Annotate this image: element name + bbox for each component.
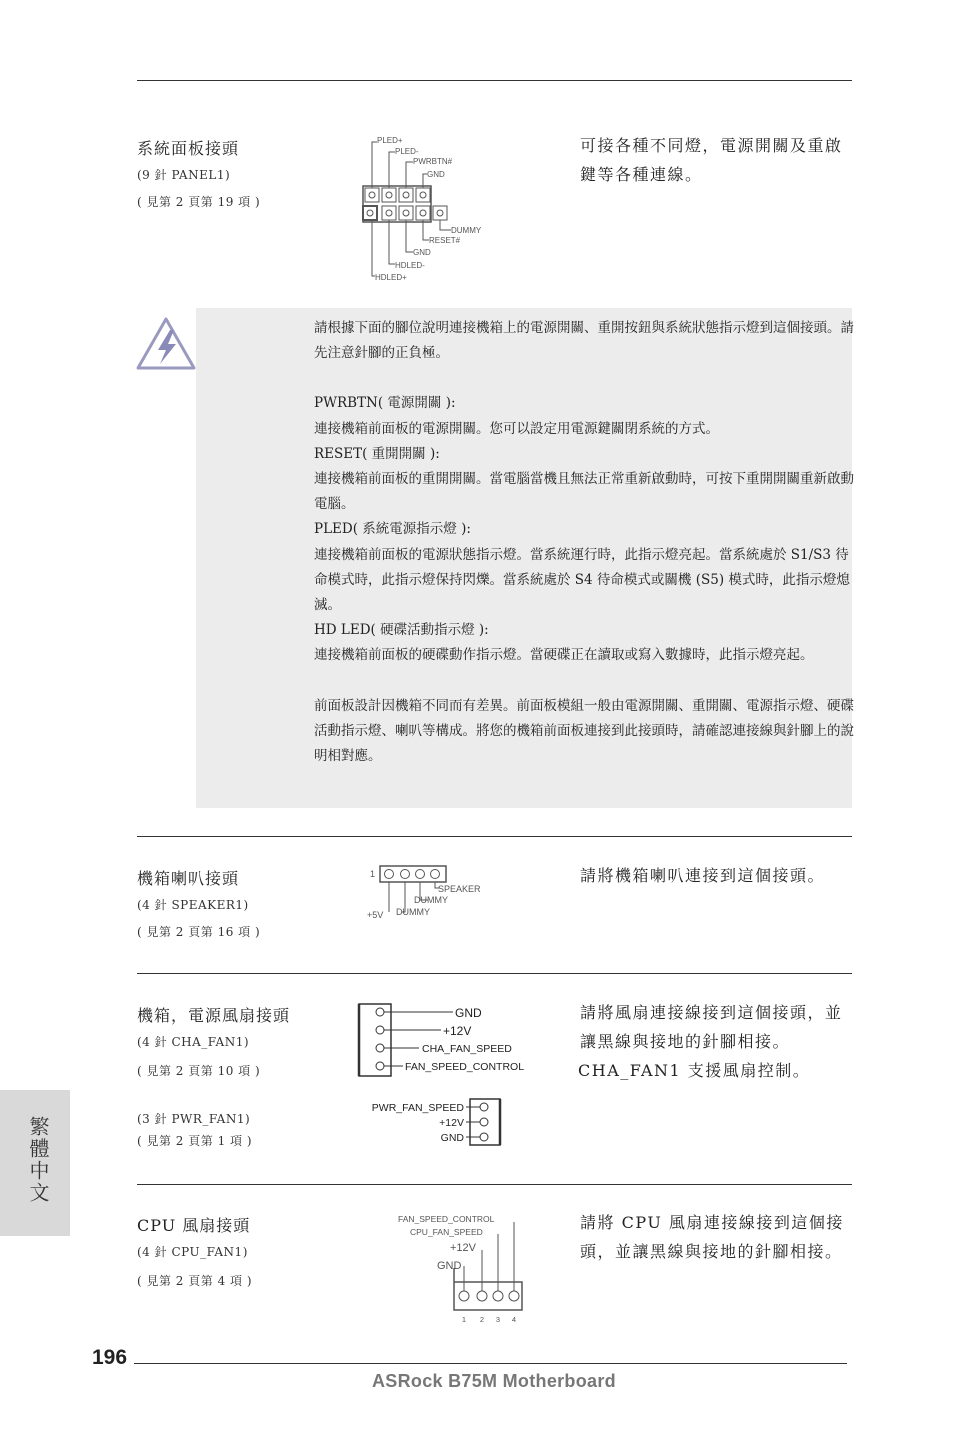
chafan-ref: ( 見第 2 頁第 10 項 ) (137, 1064, 261, 1078)
page-number: 196 (92, 1346, 128, 1369)
cpufan-description: 請將 CPU 風扇連接線接到這個接頭，並讓黑線與接地的針腳相接。 (580, 1213, 844, 1261)
panel-description: 可接各種不同燈，電源開關及重啟鍵等各種連線。 (580, 136, 843, 184)
pin-label-pled-plus: PLED+ (377, 136, 403, 145)
cpufan-pin-4: 4 (511, 1315, 517, 1324)
footer-title: ASRock B75M Motherboard (372, 1371, 616, 1391)
note-pled-body: 連接機箱前面板的電源狀態指示燈。當系統運行時，此指示燈亮起。當系統處於 S1/S3 待命模式時，此指示燈保持閃爍。當系統處於 S4 待命模式或關機 (S5) 模式時，此指示燈熄滅。 (314, 546, 850, 614)
cpufan-pin-2: 2 (479, 1315, 485, 1324)
chafan-header-diagram (355, 1002, 540, 1078)
panel-title: 系統面板接頭 (137, 139, 240, 158)
note-pled-heading: PLED( 系統電源指示燈 ): (314, 521, 471, 538)
note-paragraph-final: 前面板設計因機箱不同而有差異。前面板模組一般由電源開關、重開關、電源指示燈、硬碟活動指示燈、喇叭等構成。將您的機箱前面板連接到此接頭時，請確認連接線與針腳上的說明相對應。 (314, 697, 854, 765)
note-reset-heading: RESET( 重開開關 ): (314, 445, 440, 462)
cpufan-label-12v: +12V (450, 1242, 476, 1254)
chafan-fan-control: CHA_FAN1 支援風扇控制。 (578, 1061, 811, 1080)
cpufan-pin-1: 1 (461, 1315, 467, 1324)
speaker-pin-one: 1 (370, 869, 376, 879)
cpufan-title: CPU 風扇接頭 (137, 1216, 251, 1235)
panel-ref: ( 見第 2 頁第 19 項 ) (137, 195, 261, 209)
cpufan-ref: ( 見第 2 頁第 4 項 ) (137, 1274, 253, 1288)
pwrfan-pins: (3 針 PWR_FAN1) (137, 1112, 251, 1126)
speaker-header-diagram (362, 862, 497, 924)
footer-rule (134, 1363, 847, 1364)
panel-pins: (9 針 PANEL1) (137, 168, 231, 182)
pin-label-dummy: DUMMY (451, 226, 482, 235)
chafan-label-gnd: GND (455, 1006, 482, 1020)
pin-label-hdled-minus: HDLED- (395, 261, 425, 270)
speaker-label-5v: +5V (367, 910, 384, 920)
cpufan-label-control: FAN_SPEED_CONTROL (398, 1214, 495, 1224)
pin-label-hdled-plus: HDLED+ (375, 273, 407, 282)
pin-label-gnd-top: GND (427, 170, 445, 179)
chafan-title: 機箱，電源風扇接頭 (137, 1006, 291, 1025)
cpufan-pins: (4 針 CPU_FAN1) (137, 1245, 248, 1259)
chafan-label-control: FAN_SPEED_CONTROL (405, 1061, 525, 1073)
cpufan-label-speed: CPU_FAN_SPEED (410, 1227, 483, 1237)
speaker-label-dummy2: DUMMY (396, 907, 430, 917)
speaker-label-speaker: SPEAKER (438, 884, 481, 894)
note-reset-body: 連接機箱前面板的重開開關。當電腦當機且無法正常重新啟動時，可按下重開開關重新啟動電腦。 (314, 471, 854, 513)
chafan-label-12v: +12V (443, 1024, 472, 1038)
section-rule (137, 973, 852, 974)
pwrfan-label-12v: +12V (439, 1117, 464, 1129)
pwrfan-label-gnd: GND (440, 1132, 464, 1144)
cpufan-header-diagram (392, 1208, 537, 1326)
note-text (314, 316, 854, 769)
section-rule (137, 836, 852, 837)
pwrfan-header-diagram (354, 1097, 506, 1147)
speaker-label-dummy1: DUMMY (414, 895, 448, 905)
speaker-ref: ( 見第 2 頁第 16 項 ) (137, 925, 261, 939)
note-pwrbtn-body: 連接機箱前面板的電源開關。您可以設定用電源鍵關閉系統的方式。 (314, 420, 719, 437)
top-rule (137, 80, 852, 81)
pin-label-pled-minus: PLED- (395, 147, 419, 156)
pin-label-gnd-bottom: GND (413, 248, 431, 257)
pin-label-reset: RESET# (429, 236, 461, 245)
speaker-title: 機箱喇叭接頭 (137, 869, 240, 888)
note-pwrbtn-heading: PWRBTN( 電源開關 ): (314, 395, 456, 412)
chafan-label-speed: CHA_FAN_SPEED (422, 1043, 512, 1055)
chafan-pins: (4 針 CHA_FAN1) (137, 1035, 250, 1049)
speaker-pins: (4 針 SPEAKER1) (137, 898, 249, 912)
pwrfan-label-speed: PWR_FAN_SPEED (371, 1102, 464, 1114)
speaker-description: 請將機箱喇叭連接到這個接頭。 (580, 866, 826, 885)
pin-label-pwrbtn: PWRBTN# (413, 157, 453, 166)
section-rule (137, 1184, 852, 1185)
cpufan-label-gnd: GND (437, 1260, 462, 1272)
panel-header-diagram (355, 130, 490, 285)
pwrfan-ref: ( 見第 2 頁第 1 項 ) (137, 1134, 253, 1148)
note-hdled-body: 連接機箱前面板的硬碟動作指示燈。當硬碟正在讀取或寫入數據時，此指示燈亮起。 (314, 647, 814, 664)
note-hdled-heading: HD LED( 硬碟活動指示燈 ): (314, 622, 489, 639)
cpufan-pin-3: 3 (495, 1315, 501, 1324)
chafan-description: 請將風扇連接線接到這個接頭，並讓黑線與接地的針腳相接。 (580, 1003, 843, 1051)
warning-lightning-icon (136, 316, 198, 374)
note-box (196, 308, 852, 808)
note-paragraph-intro: 請根據下面的腳位說明連接機箱上的電源開關、重開按鈕與系統狀態指示燈到這個接頭。請先注意針腳的正負極。 (314, 320, 854, 362)
language-side-label: 繁體中文 (26, 1116, 50, 1204)
